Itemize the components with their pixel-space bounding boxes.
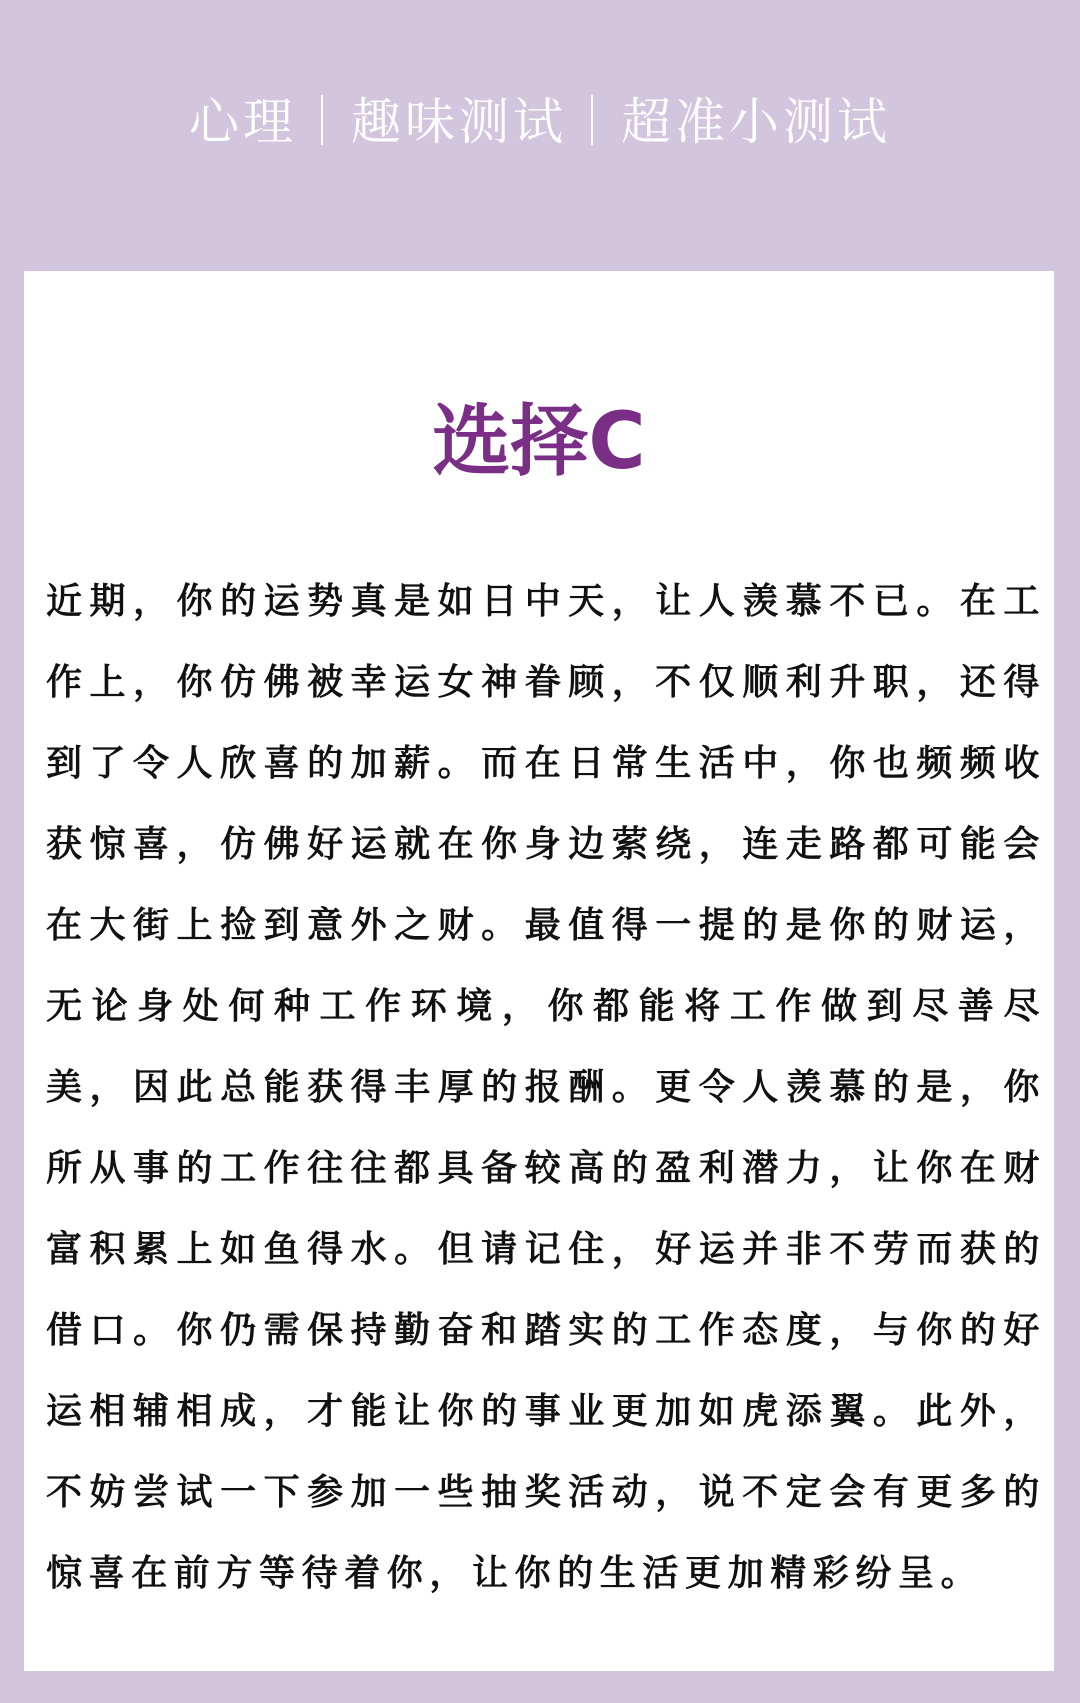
choice-title: 选择C xyxy=(432,397,646,487)
result-description: 近期，你的运势真是如日中天，让人羡慕不已。在工作上，你仿佛被幸运女神眷顾，不仅顺利升职，还得到了令人欣喜的加薪。而在日常生活中，你也频频收获惊喜，仿佛好运就在你身边萦绕，连走路都可能会在大街上捡到意外之财。最值得一提的是你的财运，无论身处何种工作环境，你都能将工作做到尽善尽美，因此总能获得丰厚的报酬。更令人羡慕的是，你所从事的工作往往都具备较高的盈利潜力，让你在财富积累上如鱼得水。但请记住，好运并非不劳而获的借口。你仍需保持勤奋和踏实的工作态度，与你的好运相辅相成，才能让你的事业更加如虎添翼。此外，不妨尝试一下参加一些抽奖活动，说不定会有更多的惊喜在前方等待着你，让你的生活更加精彩纷呈。 xyxy=(46,581,1046,1594)
result-card xyxy=(24,271,1054,1671)
page-header xyxy=(0,0,1080,270)
header-title: 心理｜趣味测试｜超准小测试 xyxy=(189,93,891,151)
